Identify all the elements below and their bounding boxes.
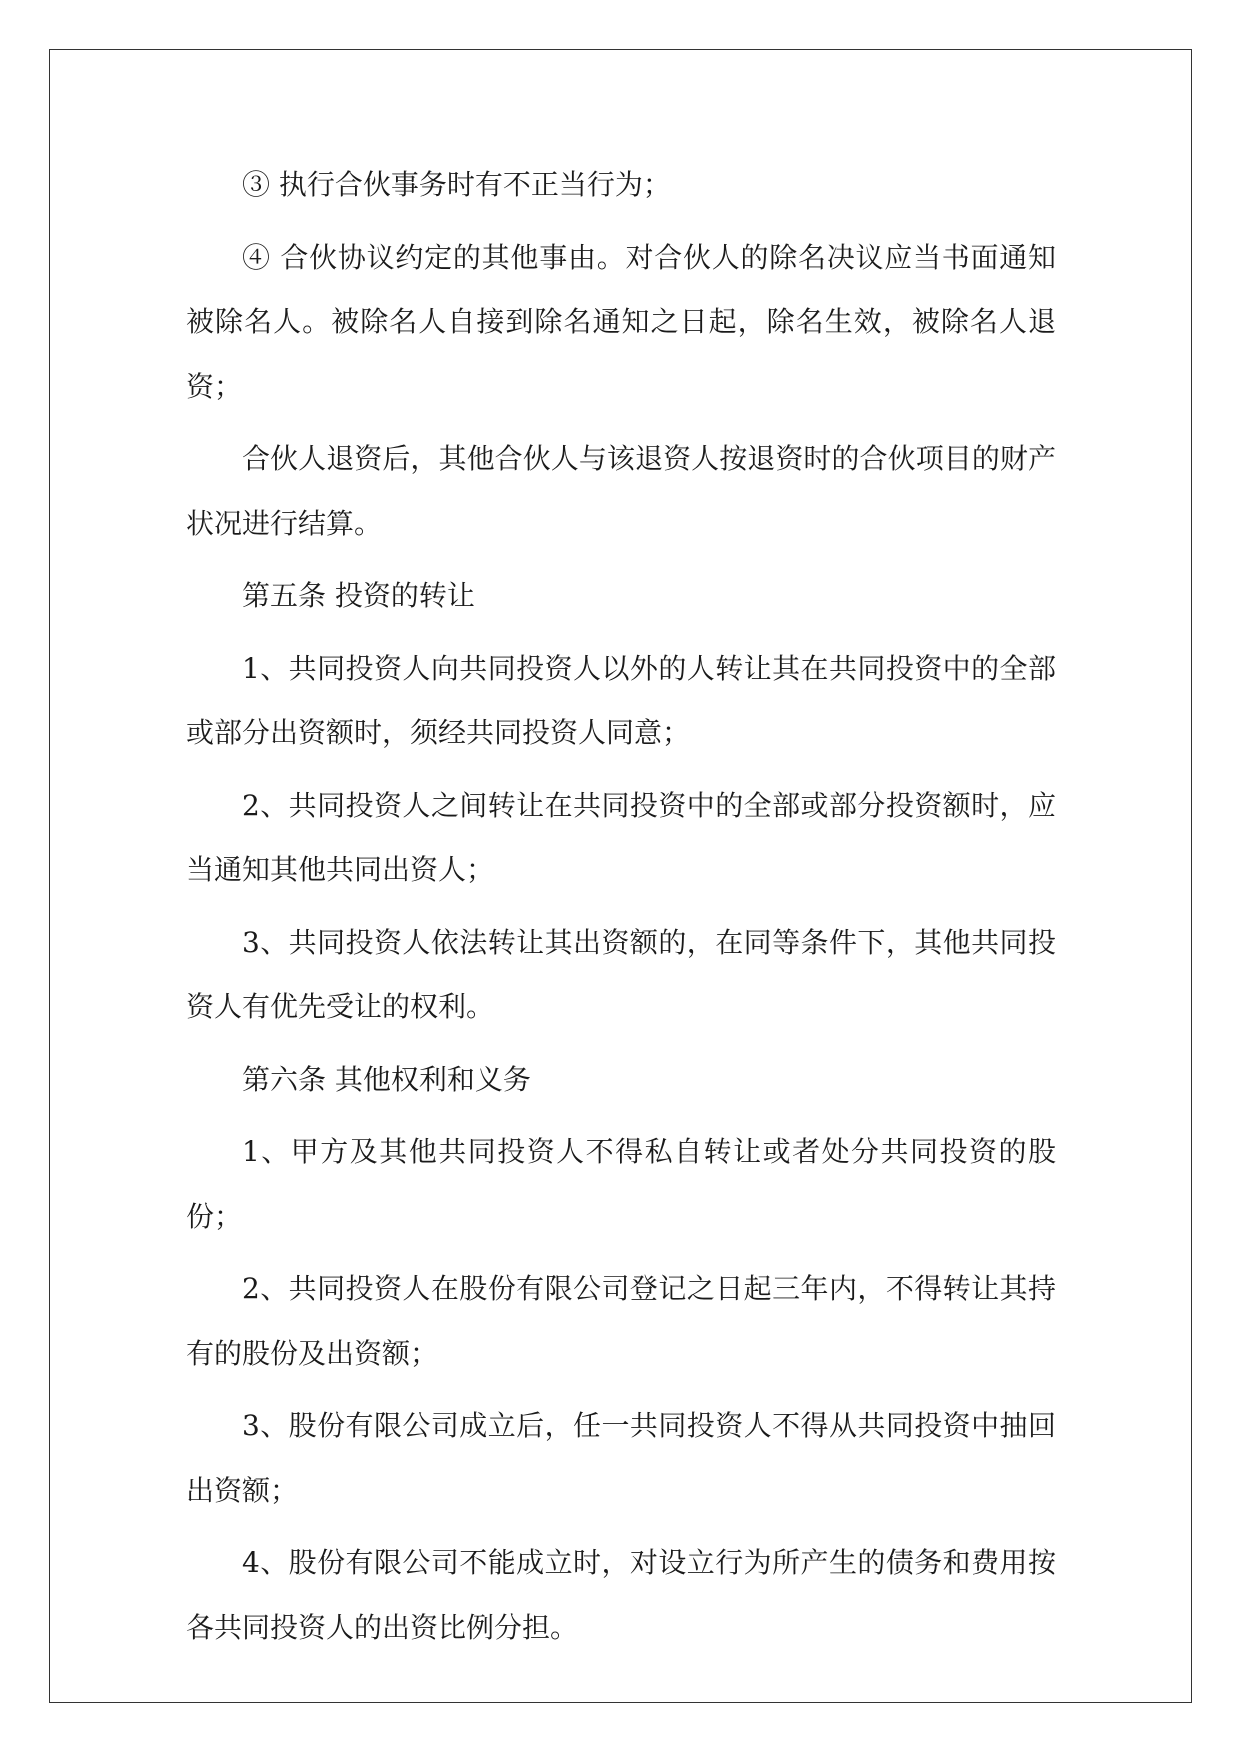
document-body xyxy=(186,153,1056,1668)
paragraph-item-3-conduct: ③ 执行合伙事务时有不正当行为； xyxy=(242,168,671,201)
article-5-clause-1: 1、共同投资人向共同投资人以外的人转让其在共同投资中的全部或部分出资额时，须经共同投资人同意； xyxy=(186,651,1056,749)
paragraph-settlement: 合伙人退资后，其他合伙人与该退资人按退资时的合伙项目的财产状况进行结算。 xyxy=(186,442,1056,540)
article-6-clause-1: 1、甲方及其他共同投资人不得私自转让或者处分共同投资的股份； xyxy=(186,1135,1056,1233)
article-6-clause-3: 3、股份有限公司成立后，任一共同投资人不得从共同投资中抽回出资额； xyxy=(186,1409,1056,1507)
article-5-clause-3: 3、共同投资人依法转让其出资额的，在同等条件下，其他共同投资人有优先受让的权利。 xyxy=(186,925,1056,1023)
article-5-heading: 第五条 投资的转让 xyxy=(242,579,475,612)
article-5-clause-2: 2、共同投资人之间转让在共同投资中的全部或部分投资额时，应当通知其他共同出资人； xyxy=(186,788,1056,886)
article-6-clause-2: 2、共同投资人在股份有限公司登记之日起三年内，不得转让其持有的股份及出资额； xyxy=(186,1272,1056,1370)
article-6-heading: 第六条 其他权利和义务 xyxy=(242,1062,531,1096)
paragraph-item-4-expulsion: ④ 合伙协议约定的其他事由。对合伙人的除名决议应当书面通知被除名人。被除名人自接到除名通知之日起，除名生效，被除名人退资； xyxy=(186,240,1056,403)
article-6-clause-4: 4、股份有限公司不能成立时，对设立行为所产生的债务和费用按各共同投资人的出资比例分担。 xyxy=(186,1546,1056,1644)
